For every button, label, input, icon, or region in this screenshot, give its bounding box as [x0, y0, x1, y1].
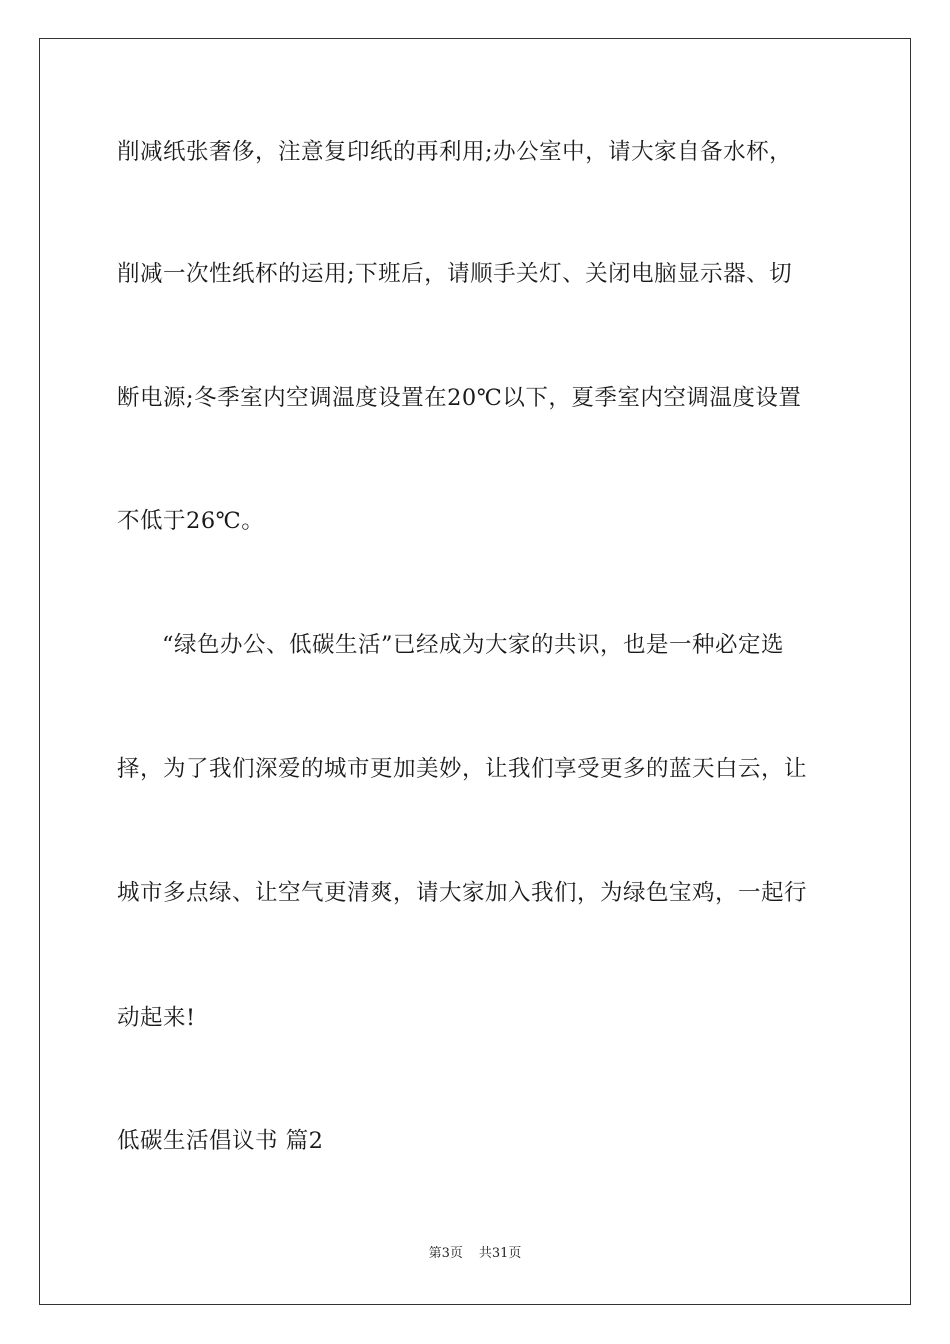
body-line-7: 城市多点绿、让空气更清爽，请大家加入我们，为绿色宝鸡，一起行 [117, 880, 808, 906]
body-line-3: 断电源;冬季室内空调温度设置在20℃以下，夏季室内空调温度设置 [117, 385, 802, 411]
body-line-8: 动起来! [117, 1005, 196, 1031]
page-number: 第3页 [428, 1246, 463, 1261]
body-line-1: 削减纸张奢侈，注意复印纸的再利用;办公室中，请大家自备水杯， [117, 139, 793, 165]
page-frame [39, 38, 911, 1305]
body-line-2: 削减一次性纸杯的运用;下班后，请顺手关灯、关闭电脑显示器、切 [117, 261, 793, 287]
body-line-6: 择，为了我们深爱的城市更加美妙，让我们享受更多的蓝天白云，让 [117, 756, 808, 782]
section-heading: 低碳生活倡议书 篇2 [117, 1128, 324, 1154]
page-total: 共31页 [478, 1246, 522, 1261]
page-footer [0, 1245, 950, 1263]
body-line-4: 不低于26℃。 [117, 508, 265, 534]
body-line-5: “绿色办公、低碳生活”已经成为大家的共识，也是一种必定选 [162, 632, 785, 658]
